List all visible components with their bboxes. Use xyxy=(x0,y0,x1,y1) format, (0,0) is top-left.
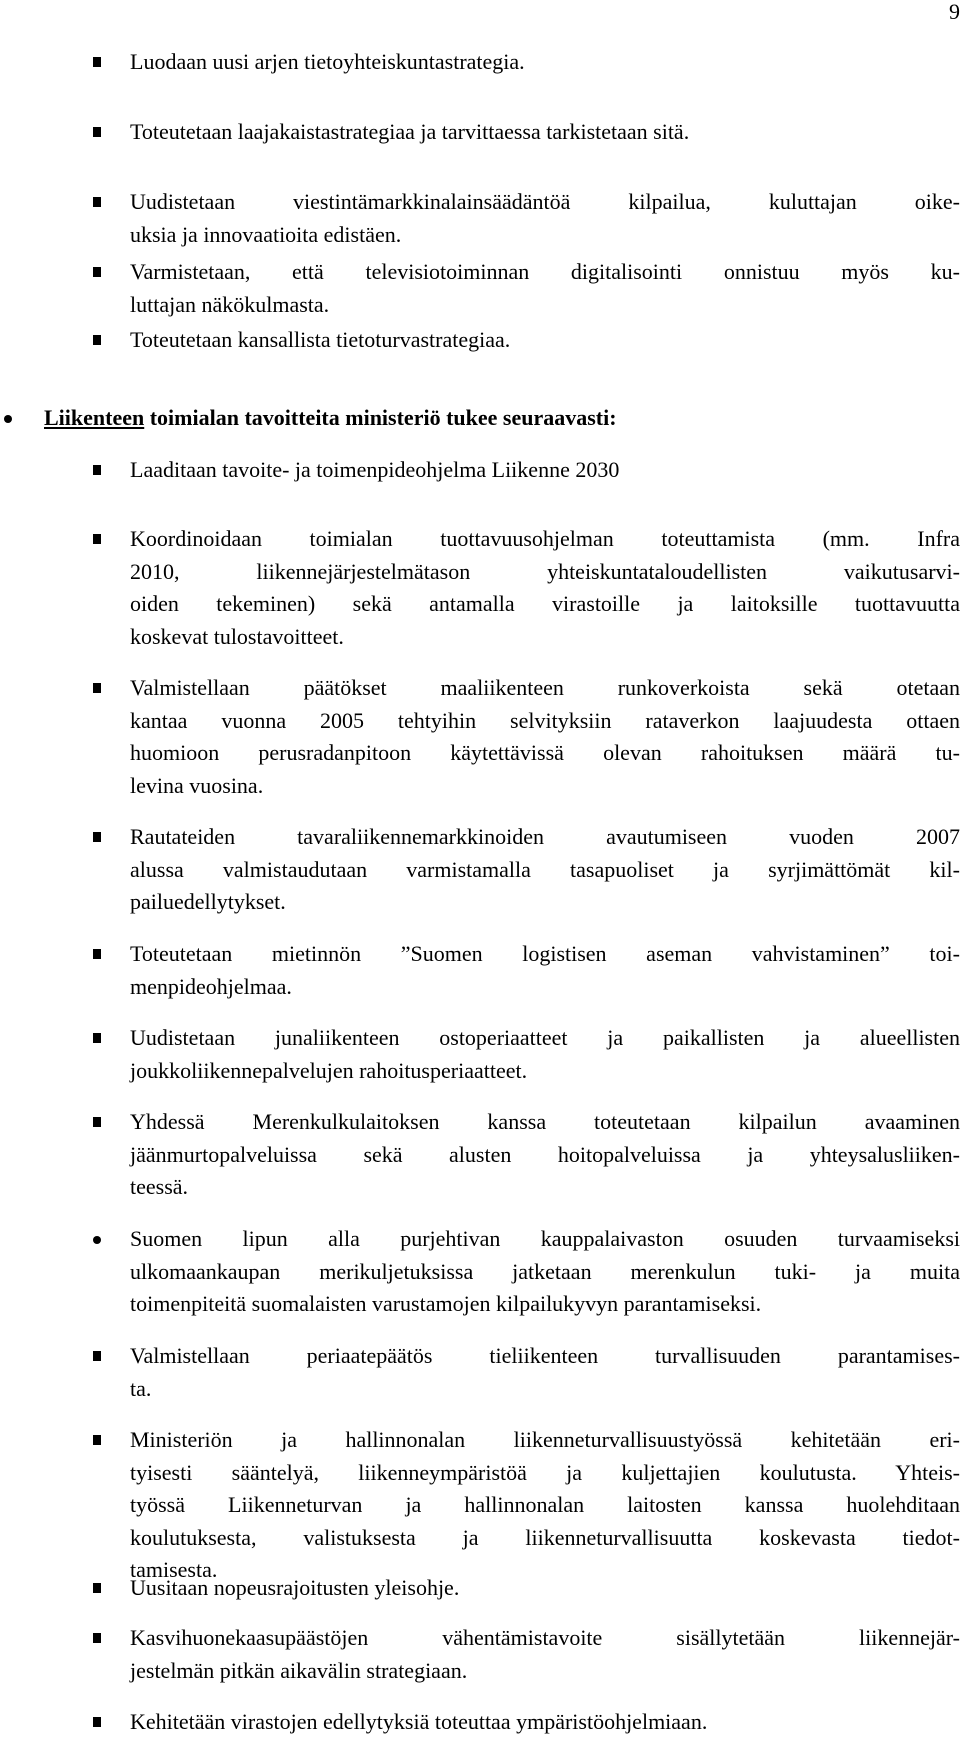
list-item-line: Toteutetaan kansallista tietoturvastrategiaa. xyxy=(130,327,511,352)
list-item-line: ulkomaankaupan merikuljetuksissa jatketaan merenkulun tuki- ja muita xyxy=(130,1258,960,1284)
heading-underlined-word: Liikenteen xyxy=(44,405,145,430)
list-item-line: levina vuosina. xyxy=(130,772,264,798)
list-item-line: toimenpiteitä suomalaisten varustamojen kilpailukyvyn parantamiseksi. xyxy=(130,1291,762,1316)
heading-text: toimialan tavoitteita ministeriö tukee seuraavasti: xyxy=(144,405,617,430)
list-item-line: menpideohjelmaa. xyxy=(130,973,292,999)
square-bullet-icon xyxy=(93,832,101,842)
list-item-line: Toteutetaan laajakaistastrategiaa ja tarvittaessa tarkistetaan sitä. xyxy=(130,119,690,144)
square-bullet-icon xyxy=(93,949,101,959)
list-item xyxy=(130,672,960,802)
square-bullet-icon xyxy=(93,197,101,207)
list-item-line: uksia ja innovaatioita edistäen. xyxy=(130,221,402,247)
list-item-line: tyisesti sääntelyä, liikenneympäristöä ja kuljettajien koulutusta. Yhteis- xyxy=(130,1459,960,1485)
square-bullet-icon xyxy=(93,57,101,67)
list-item-line: luttajan näkökulmasta. xyxy=(130,291,330,317)
list-item xyxy=(130,821,960,919)
square-bullet-icon xyxy=(93,1351,101,1361)
square-bullet-icon xyxy=(93,335,101,345)
list-item-line: Uusitaan nopeusrajoitusten yleisohje. xyxy=(130,1575,460,1600)
list-item-line: Ministeriön ja hallinnonalan liikenneturvallisuustyössä kehitetään eri- xyxy=(130,1427,960,1452)
list-item-line: Toteutetaan mietinnön ”Suomen logistisen aseman vahvistaminen” toi- xyxy=(130,941,960,966)
list-item xyxy=(130,1622,960,1687)
list-item-line: Suomen lipun alla purjehtivan kauppalaivaston osuuden turvaamiseksi xyxy=(130,1226,960,1251)
list-item-line: Rautateiden tavaraliikennemarkkinoiden avautumiseen vuoden 2007 xyxy=(130,824,960,849)
page-number: 9 xyxy=(949,0,960,24)
list-item xyxy=(130,454,960,487)
square-bullet-icon xyxy=(93,1435,101,1445)
round-bullet-icon xyxy=(93,1236,101,1244)
list-item-line: Kehitetään virastojen edellytyksiä toteuttaa ympäristöohjelmiaan. xyxy=(130,1709,708,1734)
list-item xyxy=(130,116,960,149)
square-bullet-icon xyxy=(93,1117,101,1127)
list-item-line: jestelmän pitkän aikavälin strategiaan. xyxy=(130,1657,468,1683)
square-bullet-icon xyxy=(93,683,101,693)
list-item-line: Valmistellaan päätökset maaliikenteen runkoverkoista sekä otetaan xyxy=(130,675,960,700)
list-item xyxy=(130,1106,960,1204)
list-item-line: Laaditaan tavoite- ja toimenpideohjelma Liikenne 2030 xyxy=(130,457,620,482)
list-item-line: tamisesta. xyxy=(130,1557,218,1582)
list-item-line: pailuedellytykset. xyxy=(130,889,286,914)
list-item-line: Luodaan uusi arjen tietoyhteiskuntastrategia. xyxy=(130,49,525,74)
square-bullet-icon xyxy=(93,1583,101,1593)
section-heading xyxy=(44,402,617,435)
list-item xyxy=(130,523,960,653)
list-item-line: kantaa vuonna 2005 tehtyihin selvityksiin rataverkon laajuudesta ottaen xyxy=(130,707,960,733)
list-item-line: Uudistetaan junaliikenteen ostoperiaatteet ja paikallisten ja alueellisten xyxy=(130,1025,960,1050)
list-item xyxy=(130,256,960,321)
list-item xyxy=(130,1340,960,1405)
list-item xyxy=(130,1424,960,1587)
list-item xyxy=(130,46,960,79)
square-bullet-icon xyxy=(93,1033,101,1043)
list-item-line: Valmistellaan periaatepäätös tieliikenteen turvallisuuden parantamises- xyxy=(130,1343,960,1368)
square-bullet-icon xyxy=(93,267,101,277)
list-item xyxy=(130,186,960,251)
list-item-line: Uudistetaan viestintämarkkinalainsäädäntöä kilpailua, kuluttajan oike- xyxy=(130,189,960,214)
list-item-line: Yhdessä Merenkulkulaitoksen kanssa toteutetaan kilpailun avaaminen xyxy=(130,1109,960,1134)
list-item-line: Varmistetaan, että televisiotoiminnan digitalisointi onnistuu myös ku- xyxy=(130,259,960,284)
heading-bullet-icon xyxy=(4,415,12,423)
square-bullet-icon xyxy=(93,1717,101,1727)
list-item-line: 2010, liikennejärjestelmätason yhteiskuntataloudellisten vaikutusarvi- xyxy=(130,558,960,584)
list-item-line: teessä. xyxy=(130,1174,189,1199)
list-item-line: ta. xyxy=(130,1375,152,1401)
list-item xyxy=(130,1223,960,1321)
list-item-line: Koordinoidaan toimialan tuottavuusohjelman toteuttamista (mm. Infra xyxy=(130,526,960,551)
list-item xyxy=(130,1022,960,1087)
square-bullet-icon xyxy=(93,1633,101,1643)
list-item xyxy=(130,1572,960,1605)
list-item-line: Kasvihuonekaasupäästöjen vähentämistavoite sisällytetään liikennejär- xyxy=(130,1625,960,1650)
square-bullet-icon xyxy=(93,465,101,475)
list-item-line: huomioon perusradanpitoon käytettävissä olevan rahoituksen määrä tu- xyxy=(130,740,960,765)
list-item-line: koulutuksesta, valistuksesta ja liikenneturvallisuutta koskevasta tiedot- xyxy=(130,1524,960,1550)
list-item xyxy=(130,938,960,1003)
list-item-line: koskevat tulostavoitteet. xyxy=(130,623,344,649)
square-bullet-icon xyxy=(93,534,101,544)
list-item-line: oiden tekeminen) sekä antamalla virastoille ja laitoksille tuottavuutta xyxy=(130,591,960,616)
list-item-line: joukkoliikennepalvelujen rahoitusperiaatteet. xyxy=(130,1057,528,1083)
list-item-line: alussa valmistaudutaan varmistamalla tasapuoliset ja syrjimättömät kil- xyxy=(130,856,960,882)
list-item-line: jäänmurtopalveluissa sekä alusten hoitopalveluissa ja yhteysalusliiken- xyxy=(130,1141,960,1167)
square-bullet-icon xyxy=(93,127,101,137)
list-item xyxy=(130,324,960,357)
list-item-line: työssä Liikenneturvan ja hallinnonalan laitosten kanssa huolehditaan xyxy=(130,1492,960,1517)
list-item xyxy=(130,1706,960,1739)
